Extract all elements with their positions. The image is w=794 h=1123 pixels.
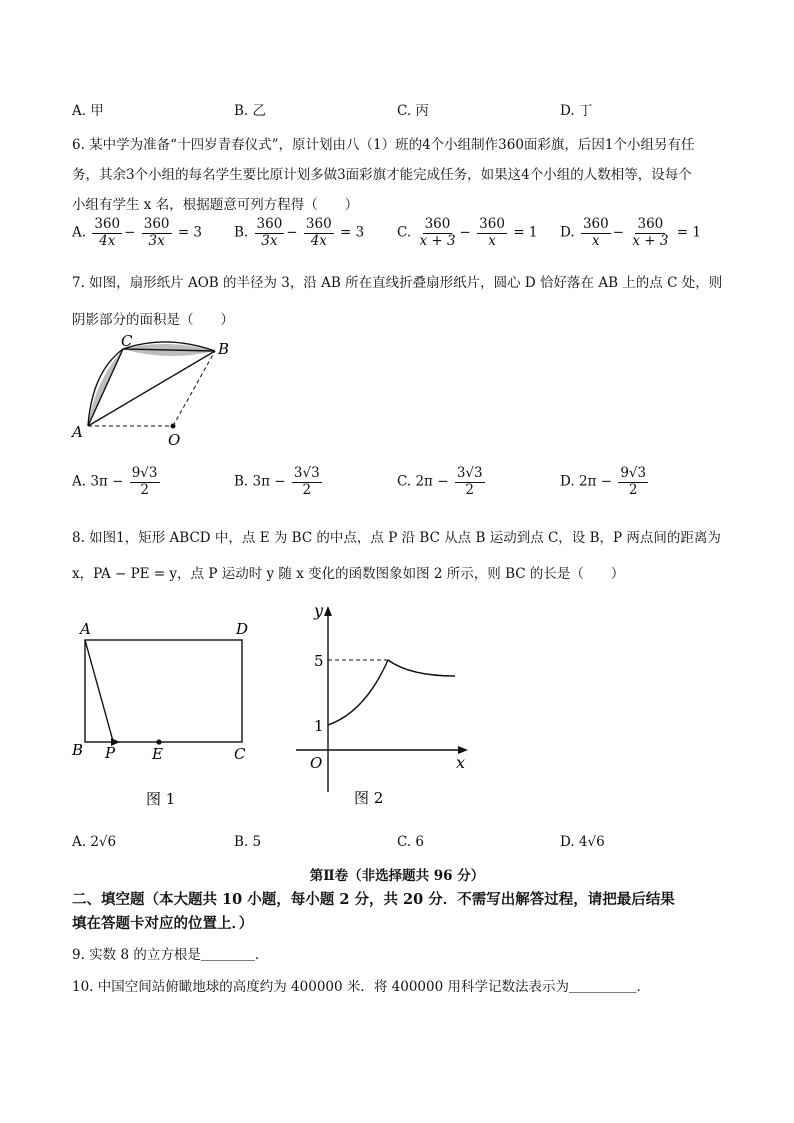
q6-stem-line3: 小组有学生 x 名，根据题意可列方程得（ ） (72, 197, 359, 213)
label-five: 5 (314, 652, 324, 670)
q7-option-b: B. 3π − $\frac{3√3}{2}$ (234, 465, 320, 498)
curve-decreasing (388, 660, 455, 676)
q8-option-a: A. 2√6 (72, 834, 117, 850)
q6-stem-line1: 6. 某中学为准备“十四岁青春仪式”，原计划由八（1）班的4个小组制作360面彩旗，后因1个小组另有任 (72, 137, 695, 153)
label-c: C (234, 745, 246, 763)
label-o: O (168, 431, 181, 449)
q6-option-d: D. $\frac{360}{x}$ − $\frac{360}{x + 3}$ = 1 (560, 216, 701, 249)
curve-increasing (328, 660, 388, 725)
label-d: D (236, 620, 249, 638)
chord-ac (88, 349, 123, 426)
q5-option-a: A. 甲 (72, 103, 104, 119)
caption-fig1: 图 1 (146, 790, 176, 808)
q6-option-b: B. $\frac{360}{3x}$ − $\frac{360}{4x}$ = 3 (234, 216, 365, 249)
q8-figure1-rectangle (68, 612, 258, 812)
label-one: 1 (314, 717, 324, 735)
q8-stem-line2: x，PA − PE = y，点 P 运动时 y 随 x 变化的函数图象如图 2 所示，则 BC 的长是（ ） (72, 566, 625, 582)
q8-option-c: C. 6 (397, 834, 425, 850)
label-y: y (314, 601, 324, 620)
section2-heading-line1: 二、填空题（本大题共 10 小题，每小题 2 分，共 20 分．不需写出解答过程，请把最后结果 (72, 891, 675, 908)
q7-option-d: D. 2π − $\frac{9√3}{2}$ (560, 465, 647, 498)
y-axis-arrow (324, 606, 332, 616)
label-a: A (72, 423, 83, 441)
q8-option-b: B. 5 (234, 834, 262, 850)
q6-option-a: A. $\frac{360}{4x}$ − $\frac{360}{3x}$ = 3 (72, 216, 203, 249)
segment-ap (85, 640, 113, 741)
radius-ob (173, 351, 215, 426)
point-e-dot (156, 739, 161, 744)
q7-option-a: A. 3π − $\frac{9√3}{2}$ (72, 465, 158, 498)
section2-heading-line2: 填在答题卡对应的位置上．） (72, 915, 254, 932)
caption-fig2: 图 2 (354, 789, 384, 807)
q9-stem: 9. 实数 8 的立方根是＿＿＿＿． (72, 947, 269, 963)
q5-option-c: C. 丙 (397, 103, 429, 119)
label-o: O (310, 754, 323, 772)
q8-figure2-graph (290, 600, 480, 812)
part2-title: 第Ⅱ卷（非选择题共 96 分） (309, 868, 485, 884)
label-c: C (121, 332, 133, 350)
q7-option-c: C. 2π − $\frac{3√3}{2}$ (397, 465, 483, 498)
q5-option-d: D. 丁 (560, 103, 593, 119)
q7-sector-figure (66, 332, 246, 450)
q8-option-d: D. 4√6 (560, 834, 605, 850)
label-p: P (105, 744, 116, 762)
q6-stem-line2: 务，其余3个小组的每名学生要比原计划多做3面彩旗才能完成任务，如果这4个小组的人数相等，设每个 (72, 167, 692, 183)
label-e: E (152, 745, 163, 763)
label-a: A (80, 620, 91, 638)
q6-option-c: C. $\frac{360}{x + 3}$ − $\frac{360}{x}$ = 1 (397, 216, 538, 249)
chord-ab (88, 351, 215, 426)
label-x: x (456, 753, 466, 772)
q7-stem-line1: 7. 如图，扇形纸片 AOB 的半径为 3，沿 AB 所在直线折叠扇形纸片，圆心 D 恰好落在 AB 上的点 C 处，则 (72, 275, 723, 291)
label-b: B (218, 340, 230, 358)
label-b: B (72, 741, 84, 759)
center-o-dot (171, 424, 176, 429)
q8-stem-line1: 8. 如图1，矩形 ABCD 中，点 E 为 BC 的中点，点 P 沿 BC 从点 B 运动到点 C，设 B，P 两点间的距离为 (72, 530, 721, 546)
q7-stem-line2: 阴影部分的面积是（ ） (72, 312, 234, 328)
q5-option-b: B. 乙 (234, 103, 267, 119)
q10-stem: 10. 中国空间站俯瞰地球的高度约为 400000 米．将 400000 用科学记数法表示为＿＿＿＿＿． (72, 979, 650, 995)
